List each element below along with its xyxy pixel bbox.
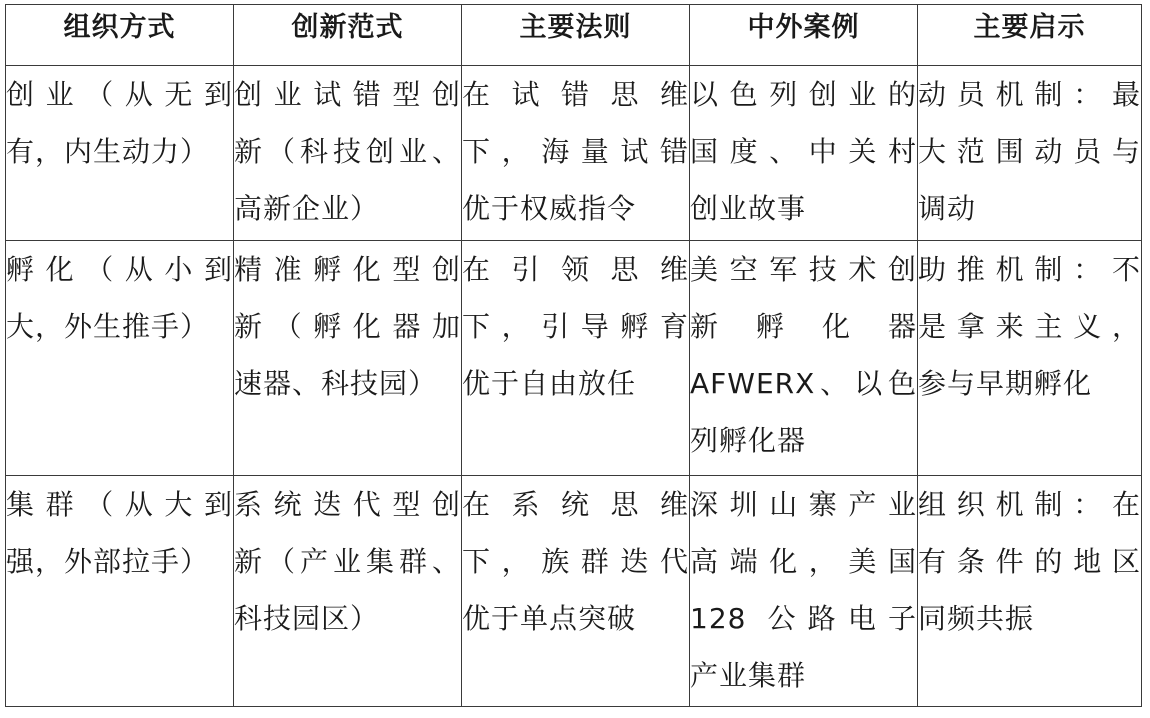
cell-line: 128 公路电子 <box>690 602 917 635</box>
header-main-rule: 主要法则 <box>462 5 690 66</box>
cell-line: 大，外生推手） <box>6 310 210 343</box>
cell-line: 以色列创业的 <box>690 78 917 111</box>
cell-line: 精准孵化型创 <box>234 253 461 286</box>
header-row <box>6 5 1142 66</box>
cell-paradigm <box>234 476 462 707</box>
cell-line: 深圳山寨产业 <box>690 488 917 521</box>
cell-line: 同频共振 <box>918 602 1035 635</box>
cell-insight <box>918 476 1142 707</box>
cell-paradigm <box>234 241 462 476</box>
cell-line: 下，海量试错 <box>462 135 689 168</box>
cell-insight <box>918 241 1142 476</box>
cell-line: 新（产业集群、 <box>234 545 461 578</box>
cell-line: 产业集群 <box>690 659 807 692</box>
cell-org-mode <box>6 476 234 707</box>
cell-line: 列孵化器 <box>690 424 807 457</box>
cell-line: 调动 <box>918 192 977 225</box>
header-paradigm: 创新范式 <box>234 5 462 66</box>
cell-main-rule <box>462 66 690 241</box>
cell-line: 集群（从大到 <box>6 488 233 521</box>
cell-line: 新（孵化器加 <box>234 310 461 343</box>
cell-line: 组织机制：在 <box>918 488 1141 521</box>
cell-line: 有条件的地区 <box>918 545 1141 578</box>
header-org-mode: 组织方式 <box>6 5 234 66</box>
cell-line: 创业试错型创 <box>234 78 461 111</box>
table-row <box>6 66 1142 241</box>
cell-line: 美空军技术创 <box>690 253 917 286</box>
cell-line: 是拿来主义， <box>918 310 1141 343</box>
cell-line: 优于单点突破 <box>462 602 637 635</box>
cell-cases <box>690 476 918 707</box>
table-row <box>6 241 1142 476</box>
cell-line: 强，外部拉手） <box>6 545 210 578</box>
cell-line: 科技园区） <box>234 602 380 635</box>
cell-insight <box>918 66 1142 241</box>
cell-line: 参与早期孵化 <box>918 367 1093 400</box>
cell-line: 助推机制：不 <box>918 253 1141 286</box>
header-cases: 中外案例 <box>690 5 918 66</box>
cell-org-mode <box>6 241 234 476</box>
cell-line: 高新企业） <box>234 192 380 225</box>
cell-cases <box>690 66 918 241</box>
cell-line: 优于权威指令 <box>462 192 637 225</box>
cell-line: AFWERX、以色 <box>690 367 917 400</box>
cell-line: 新孵化器 <box>690 310 917 343</box>
cell-line: 国度、中关村 <box>690 135 917 168</box>
table-row <box>6 476 1142 707</box>
innovation-table <box>5 4 1142 707</box>
cell-line: 新（科技创业、 <box>234 135 461 168</box>
cell-cases <box>690 241 918 476</box>
cell-line: 在系统思维 <box>462 488 689 521</box>
cell-line: 在引领思维 <box>462 253 689 286</box>
cell-line: 动员机制：最 <box>918 78 1141 111</box>
cell-line: 系统迭代型创 <box>234 488 461 521</box>
cell-org-mode <box>6 66 234 241</box>
cell-line: 创业故事 <box>690 192 807 225</box>
cell-line: 大范围动员与 <box>918 135 1141 168</box>
cell-line: 创业（从无到 <box>6 78 233 111</box>
cell-line: 优于自由放任 <box>462 367 637 400</box>
cell-line: 在试错思维 <box>462 78 689 111</box>
cell-line: 高端化，美国 <box>690 545 917 578</box>
cell-line: 孵化（从小到 <box>6 253 233 286</box>
header-insight: 主要启示 <box>918 5 1142 66</box>
cell-line: 下，族群迭代 <box>462 545 689 578</box>
cell-main-rule <box>462 241 690 476</box>
cell-line: 速器、科技园） <box>234 367 438 400</box>
cell-paradigm <box>234 66 462 241</box>
cell-main-rule <box>462 476 690 707</box>
cell-line: 下，引导孵育 <box>462 310 689 343</box>
cell-line: 有，内生动力） <box>6 135 210 168</box>
